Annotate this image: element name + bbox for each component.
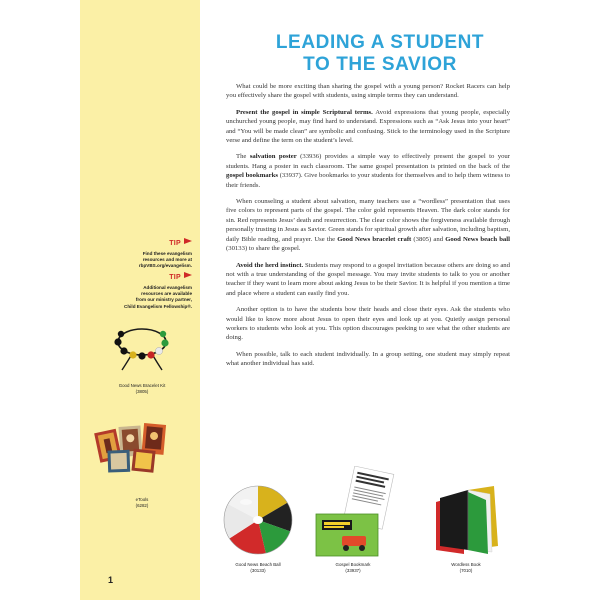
product-name: Gospel Bookmark [335, 562, 371, 567]
beach-ball-image [220, 482, 296, 558]
title-line-1: LEADING A STUDENT [275, 32, 485, 53]
product-name: Good News Beach Ball [235, 562, 281, 567]
paragraph-text: The [236, 153, 250, 161]
paragraph-text: (33936) provides a simple way to effectively present the gospel to your students. Hang a poster in each classroom. The same gospel presentation is printed on the back of the [226, 153, 510, 170]
paragraph-individually [226, 350, 510, 369]
etools-image [94, 420, 174, 475]
tip-label: TIP [169, 274, 181, 281]
caption-line: (6282) [135, 503, 149, 508]
paragraph-wordless [226, 197, 510, 253]
paragraph-text: (3805) and [411, 235, 446, 243]
product-code: (30133) [250, 568, 266, 573]
tip-line: rbpVBS.org/evangelism. [138, 263, 192, 269]
paragraph-herd-instinct [226, 261, 510, 299]
paragraph-lead: Present the gospel in simple Scriptural terms. [236, 108, 373, 116]
tip-line: Child Evangelism Fellowship®. [124, 303, 192, 309]
product-code: (7010) [459, 568, 473, 573]
tip-heading [82, 266, 192, 284]
paragraph-text: What could be more exciting than sharing the gospel with a young person? Rocket Racers can help you effectively share the gospel with students, using simple terms they can understand. [226, 83, 510, 100]
paragraph-bold: Good News beach ball [445, 235, 510, 243]
beach-ball-caption [220, 562, 296, 574]
tip-line: from our ministry partner, [135, 297, 192, 303]
gospel-bookmark-caption [318, 562, 388, 574]
tip-line: resources and more at [142, 257, 192, 263]
paragraph-text: Students may respond to a gospel invitation because others are doing so and not with a true understanding of the gospel message. You may invite students to talk to you or another teacher if they want to learn more about asking Jesus to be their Savior. It is helpful if you mention a time and place where a student can easily find you. [226, 261, 510, 297]
paragraph-text: Another option is to have the students bow their heads and close their eyes. Ask the students who would like to know more about Jesus to open their eyes and look up at you. Quietly assign personal workers to students who look at you. This option discourages peeking to see what the other students are doing. [226, 306, 510, 342]
flag-icon [184, 238, 192, 244]
tip-block-1 [82, 232, 192, 270]
tip-line: Find these evangelism [142, 251, 192, 256]
tip-label: TIP [169, 240, 181, 247]
paragraph-text: (30133) to share the gospel. [226, 245, 301, 253]
bracelet-image [112, 322, 172, 374]
paragraph-text: When counseling a student about salvation, many teachers use a “wordless” presentation that uses five colors to represent parts of the gospel. The color gold represents Heaven. The dark color stands for sin. Red represents Jesus’ death and resurrection. The clear color shows the forgiveness available through personally trusting in Jesus as Savior. Green stands for spiritual growth after salvation, including baptism, daily Bible reading, and prayer. Use the [226, 198, 510, 243]
page-title [210, 32, 550, 76]
paragraph-text: (33937). Give bookmarks to your students for themselves and to help them witness to their friends. [226, 172, 511, 189]
product-code: (33937) [345, 568, 361, 573]
wordless-book-caption [430, 562, 502, 574]
paragraph-text: Avoid expressions that young people, especially unchurched young people, may find hard to understand. Expressions such as “Ask Jesus into your heart” and “You will be made clean” are symbolic and confusing. Stick to the terminology used in the Scripture verse and define the term on the student’s level. [226, 108, 510, 145]
caption-line: Good News Bracelet Kit [118, 383, 166, 388]
tip-block-2 [82, 266, 192, 310]
paragraph-bold: salvation poster [249, 153, 297, 161]
bracelet-caption [100, 383, 184, 395]
tip-line: resources are available [141, 291, 192, 297]
paragraph-simple-terms [226, 108, 510, 146]
paragraph-text: When possible, talk to each student individually. In a group setting, one student may simply repeat what another individual has said. [226, 350, 510, 368]
tip-line: Additional evangelism [143, 285, 192, 290]
product-name: Wordless Book [451, 562, 481, 567]
tip-heading [82, 232, 192, 250]
paragraph-bold: Good News bracelet craft [337, 235, 412, 243]
paragraph-another-option [226, 305, 510, 343]
wordless-book-image [428, 484, 504, 558]
etools-caption [100, 497, 184, 509]
paragraph-intro [226, 82, 510, 101]
paragraph-lead: Avoid the herd instinct. [236, 261, 304, 269]
paragraph-salvation-poster [226, 152, 510, 190]
gospel-bookmark-image [312, 466, 402, 560]
tip-text [82, 285, 192, 310]
page-number: 1 [108, 575, 114, 585]
caption-line: (3805) [135, 389, 149, 394]
caption-line: eTools [135, 497, 149, 502]
paragraph-bold: gospel bookmarks [226, 172, 278, 180]
flag-icon [184, 272, 192, 278]
title-line-2: TO THE SAVIOR [303, 54, 457, 75]
article-body [226, 82, 510, 376]
